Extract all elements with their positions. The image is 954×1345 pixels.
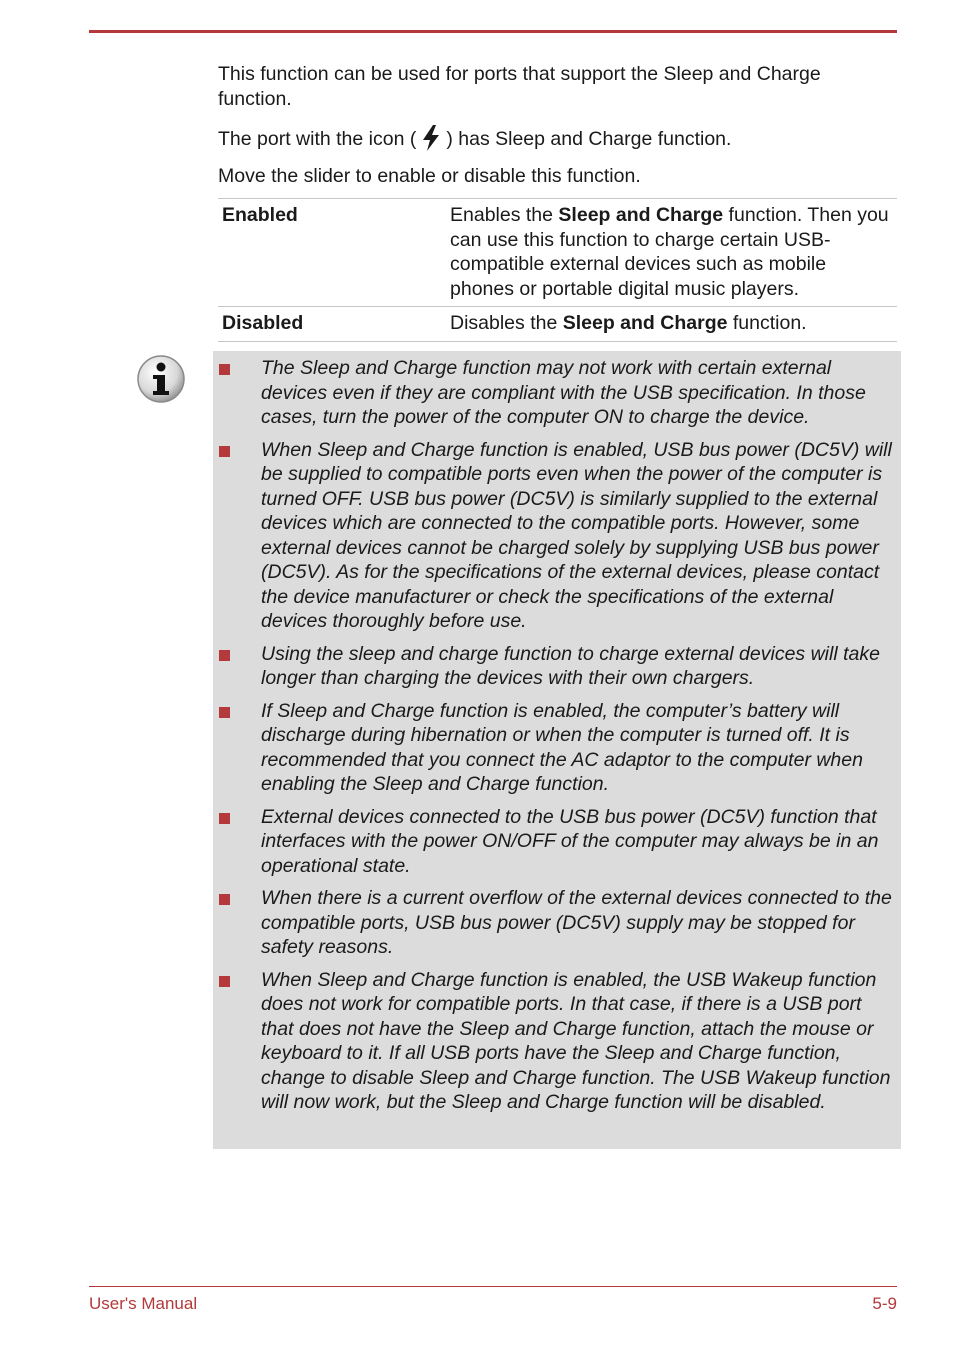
note-text: When Sleep and Charge function is enabled, USB bus power (DC5V) will be supplied to compatible ports even when the power of the computer is turned OFF. USB bus power (DC5V) is similarly supplied to the external devices which are connected to the compatible ports. However, some external devices cannot be charged solely by supplying USB bus power (DC5V). As for the specifications of the external devices, please contact the device manufacturer or check the specifications of the external devices thoroughly before use. xyxy=(261,438,892,632)
desc-text: Disables the xyxy=(450,312,563,334)
option-description xyxy=(446,199,897,307)
info-icon xyxy=(136,354,186,404)
bullet-square-icon xyxy=(219,446,230,457)
desc-text: function. xyxy=(727,312,807,334)
option-description xyxy=(446,307,897,342)
icon-paragraph-after: ) has Sleep and Charge function. xyxy=(446,128,732,150)
desc-text: Enables the xyxy=(450,204,559,226)
list-item xyxy=(213,805,895,879)
list-item xyxy=(213,356,895,430)
list-item xyxy=(213,438,895,634)
bullet-square-icon xyxy=(219,894,230,905)
table-row xyxy=(218,307,897,342)
slider-paragraph: Move the slider to enable or disable this function. xyxy=(218,165,641,187)
note-list xyxy=(213,356,895,1115)
bullet-square-icon xyxy=(219,813,230,824)
list-item xyxy=(213,642,895,691)
note-text: The Sleep and Charge function may not work with certain external devices even if they are compliant with the USB specification. In those cases, turn the power of the computer ON to charge the device. xyxy=(261,357,866,428)
footer-title: User's Manual xyxy=(89,1294,198,1313)
note-box xyxy=(213,351,901,1149)
desc-bold-text: Sleep and Charge xyxy=(562,312,728,334)
option-name: Disabled xyxy=(222,312,304,334)
note-text: When there is a current overflow of the external devices connected to the compatible ports, USB bus power (DC5V) supply may be stopped for safety reasons. xyxy=(261,887,892,958)
table-row xyxy=(218,199,897,307)
bullet-square-icon xyxy=(219,364,230,375)
lightning-bolt-icon xyxy=(418,124,444,152)
note-text: Using the sleep and charge function to charge external devices will take longer than charging the devices with their own chargers. xyxy=(261,642,880,689)
list-item xyxy=(213,968,895,1115)
bullet-square-icon xyxy=(219,650,230,661)
header-rule xyxy=(89,30,897,33)
note-text: External devices connected to the USB bus power (DC5V) function that interfaces with the power ON/OFF of the computer may always be in an operational state. xyxy=(261,805,879,877)
intro-paragraph: This function can be used for ports that support the Sleep and Charge function. xyxy=(218,63,821,110)
page-number: 5-9 xyxy=(872,1294,897,1313)
desc-text: function. Then you can use this function to charge certain USB-compatible external devices such as mobile phones or portable digital music players. xyxy=(450,204,889,300)
bullet-square-icon xyxy=(219,707,230,718)
options-table xyxy=(218,198,897,342)
footer-rule xyxy=(89,1286,897,1287)
list-item xyxy=(213,699,895,797)
list-item xyxy=(213,886,895,960)
note-text: When Sleep and Charge function is enabled, the USB Wakeup function does not work for compatible ports. In that case, if there is a USB port that does not have the Sleep and Charge function, attach the mouse or keyboard to it. If all USB ports have the Sleep and Charge function, change to disable Sleep and Charge function. The USB Wakeup function will now work, but the Sleep and Charge function will be disabled. xyxy=(261,968,891,1113)
icon-paragraph xyxy=(218,124,888,152)
icon-paragraph-before: The port with the icon ( xyxy=(218,128,417,150)
option-name: Enabled xyxy=(222,204,298,226)
note-text: If Sleep and Charge function is enabled, the computer’s battery will discharge during hibernation or when the computer is turned off. It is recommended that you connect the AC adaptor to the computer when enabling the Sleep and Charge function. xyxy=(261,699,863,795)
desc-bold-text: Sleep and Charge xyxy=(558,204,724,226)
bullet-square-icon xyxy=(219,976,230,987)
